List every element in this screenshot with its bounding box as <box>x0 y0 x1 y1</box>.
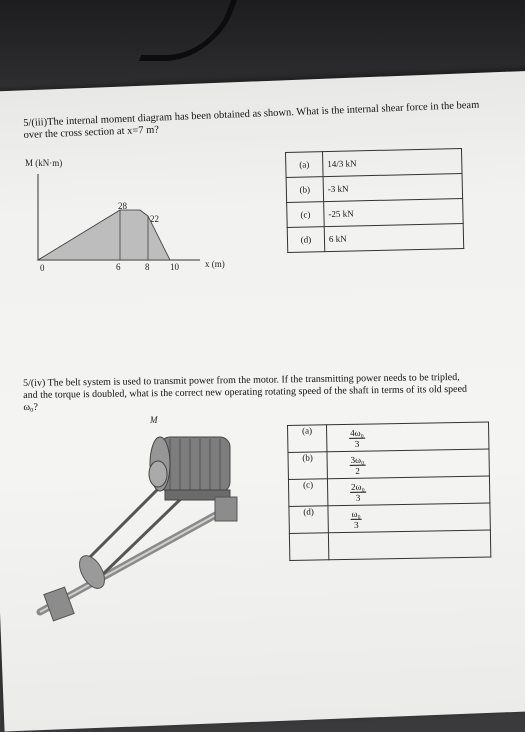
option-text: -25 kN <box>324 198 464 226</box>
question2-prompt: 5/(iv) The belt system is used to transmit power from the motor. If the transmitting power needs to be tripled, and the torque is doubled, what is the correct new operating rotating speed of the shaft in terms of its old speed ω₀? <box>23 371 468 413</box>
option-row[interactable] <box>289 503 490 534</box>
option-letter: (b) <box>288 452 327 480</box>
x-tick-6: 6 <box>116 262 121 272</box>
option-letter: (d) <box>287 227 325 253</box>
option-value <box>327 449 489 479</box>
option-row[interactable] <box>288 422 489 453</box>
fraction-denominator: 3 <box>355 492 361 503</box>
fraction <box>350 481 366 502</box>
fraction-numerator: 4ω₀ <box>350 427 364 438</box>
bearing-block-2 <box>215 497 237 521</box>
fraction-numerator: ω₀ <box>351 508 361 519</box>
moment-axis-label: M (kN·m) <box>25 158 63 168</box>
option-letter: (d) <box>289 506 328 534</box>
option-letter: (b) <box>286 177 324 203</box>
option-value <box>327 476 489 506</box>
fraction-denominator: 3 <box>353 519 359 530</box>
fraction <box>350 508 361 529</box>
fraction-denominator: 3 <box>354 438 360 449</box>
x-axis-label: x (m) <box>205 259 225 269</box>
option-letter: (c) <box>287 202 325 228</box>
option-text: -3 kN <box>323 173 463 201</box>
option-letter: (a) <box>286 152 324 178</box>
fraction <box>350 454 366 475</box>
x-tick-0: 0 <box>40 263 45 273</box>
empty-row <box>289 530 490 561</box>
option-text: 14/3 kN <box>323 148 463 176</box>
fraction-denominator: 2 <box>355 465 360 476</box>
option-letter: (c) <box>288 479 327 507</box>
moment-diagram <box>30 172 270 282</box>
shaft-highlight <box>40 507 230 612</box>
x-tick-8: 8 <box>145 262 150 272</box>
option-letter: (a) <box>288 425 327 453</box>
option-row[interactable] <box>288 449 489 480</box>
question1-prompt: 5/(iii)The internal moment diagram has been obtained as shown. What is the internal shear force in the beam over the cross section at x=7 m? <box>23 99 480 141</box>
question1-options-table <box>285 148 464 253</box>
option-value <box>327 422 489 452</box>
option-value <box>328 503 490 533</box>
fraction-numerator: 2ω₀ <box>350 481 365 492</box>
peak-label-28: 28 <box>118 201 127 211</box>
motor-label: M <box>150 415 158 425</box>
option-row[interactable] <box>288 476 489 507</box>
question2-options-table <box>287 421 491 561</box>
fraction-numerator: 3ω₀ <box>350 454 365 465</box>
option-row[interactable] <box>287 223 464 252</box>
motor-pulley <box>149 461 167 487</box>
peak-label-22: 22 <box>150 214 159 224</box>
belt-system-illustration <box>30 412 270 642</box>
x-tick-10: 10 <box>170 262 179 272</box>
fraction <box>349 427 365 448</box>
option-text: 6 kN <box>324 223 464 251</box>
